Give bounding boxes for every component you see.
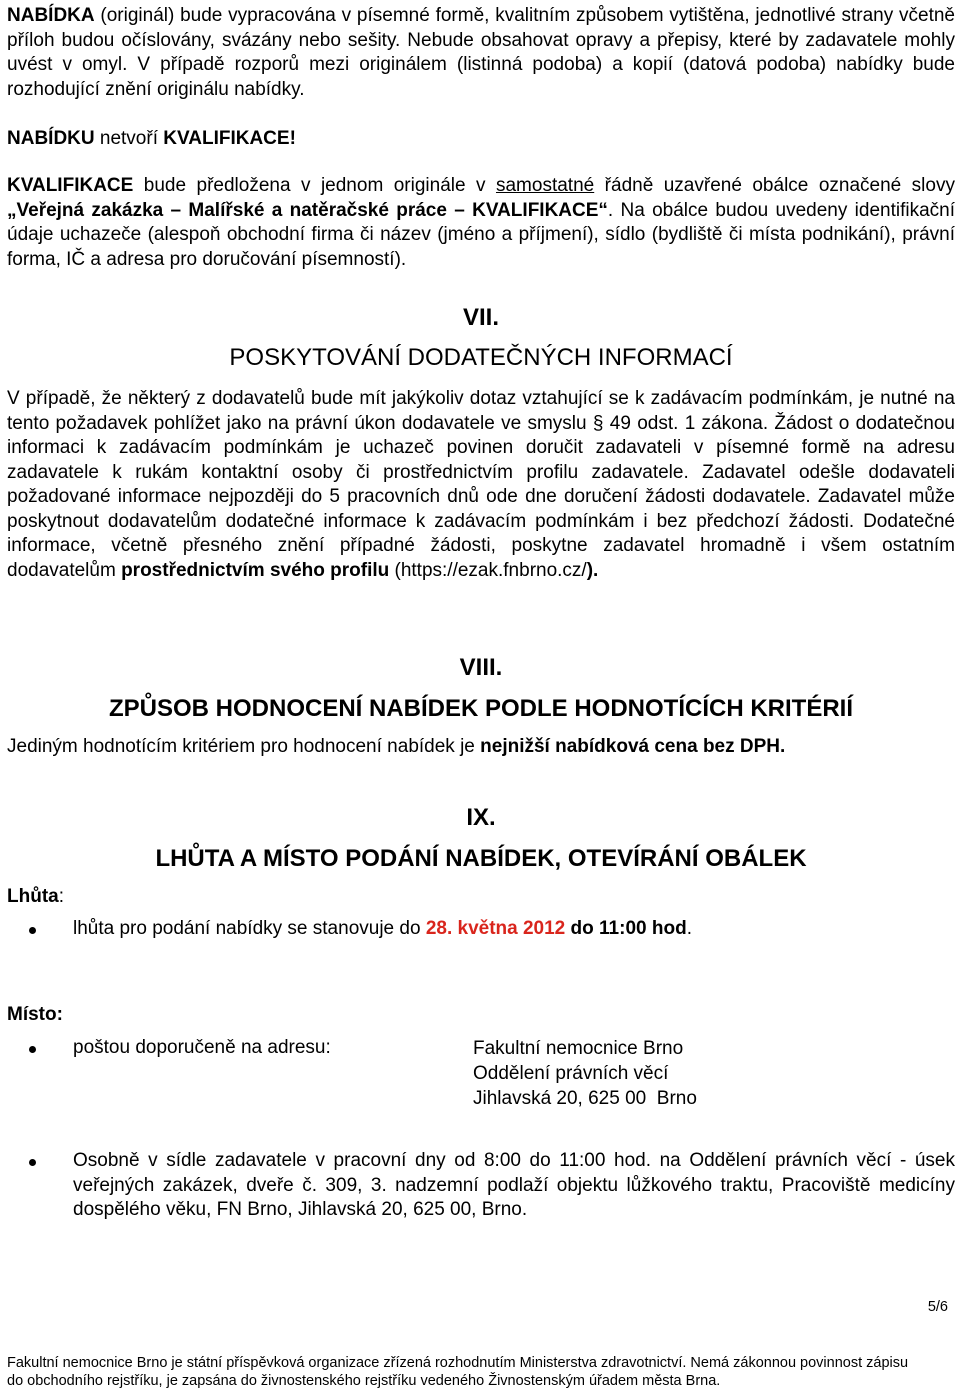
misto-label <box>7 1003 63 1028</box>
section-9-number: IX. <box>466 804 496 831</box>
footer-line-1: Fakultní nemocnice Brno je státní příspěvková organizace zřízená rozhodnutím Ministerstva zdravotnictví. Nemá zákonnou povinnost zápisu <box>7 1355 909 1371</box>
paragraph-kvalifikace <box>7 174 955 272</box>
section-7-body <box>7 387 955 583</box>
address-line-2: Oddělení právních věcí <box>473 1063 669 1084</box>
obalka-label-bold: „Veřejná zakázka – Malířské a natěračské práce – KVALIFIKACE“ <box>7 199 608 221</box>
footer-line-2: do obchodního rejstříku, je zapsána do živnostenského rejstříku vedeného Živnostenským úřadem města Brna. <box>7 1373 721 1389</box>
samostatne-underlined: samostatné <box>495 175 595 196</box>
address-line-3: Jihlavská 20, 625 00 Brno <box>473 1088 697 1109</box>
lhuta-text: lhůta pro podání nabídky se stanovuje do <box>73 918 426 939</box>
osobne-text: Osobně v sídle zadavatele v pracovní dny od 8:00 do 11:00 hod. na Oddělení právních věcí - úsek veřejných zakázek, dveře č. 309, 3. nadzemní podlaží objektu lůžkového traktu, Pracoviště medicíny dospělého věku, FN Brno, Jihlavská 20, 625 00, Brno. <box>73 1150 955 1220</box>
netvori-text: netvoří <box>94 128 164 149</box>
section-7-end: ). <box>586 559 599 581</box>
section-7-number: VII. <box>462 304 499 331</box>
section-7-title: POSKYTOVÁNÍ DODATEČNÝCH INFORMACÍ <box>229 344 733 371</box>
section-9-title: LHŮTA A MÍSTO PODÁNÍ NABÍDEK, OTEVÍRÁNÍ OBÁLEK <box>155 845 807 872</box>
lhuta-item <box>7 917 955 942</box>
bullet-icon <box>29 927 36 934</box>
address-line-1: Fakultní nemocnice Brno <box>473 1038 684 1059</box>
kvalifikace-text-3: . Na obálce budou uvedeny identifikační údaje uchazeče (alespoň obchodní firma či název (jméno a příjmení), sídlo (bydliště či místa podnikání), právní forma, IČ a adresa pro doručování písemností). <box>7 199 955 270</box>
bullet-icon <box>29 1046 36 1053</box>
post-text: poštou doporučeně na adresu: <box>73 1037 331 1058</box>
section-7-text: V případě, že některý z dodavatelů bude mít jakýkoliv dotaz vztahující se k zadávacím podmínkám, je nutné na tento požadavek pohlížet jako na právní úkon dodavatele ve smyslu § 49 odst. 1 zákona. Žádost o dodatečnou informaci k zadávacím podmínkám je uchazeč povinen doručit zadavateli v písemné formě na adresu zadavatele k rukám kontaktní osoby či prostřednictvím profilu zadavatele. Zadavatel odešle dodavateli požadované informace nejpozději do 5 pracovních dnů ode dne doručení žádosti dodavatele. Zadavatel může poskytnout dodavatelům dodatečné informace k zadávacím podmínkám i bez předchozí žádosti. Dodatečné informace, včetně přesného znění případné žádosti, poskytne zadavatel hromadně i všem ostatním dodavatelům <box>7 388 955 581</box>
lhuta-colon: : <box>58 886 64 907</box>
section-8-number: VIII. <box>459 654 503 681</box>
misto-osobne-item <box>7 1149 955 1223</box>
lhuta-date: 28. května 2012 <box>425 918 566 939</box>
section-7-url: (https://ezak.fnbrno.cz/ <box>389 559 587 581</box>
address-block <box>473 1036 697 1111</box>
misto-post-item <box>7 1036 955 1116</box>
lhuta-time: do 11:00 hod <box>565 918 687 939</box>
lhuta-end: . <box>686 918 692 939</box>
section-8-body <box>7 735 955 760</box>
section-7-bold: prostřednictvím svého profilu <box>121 559 390 581</box>
kvalifikace-bold: KVALIFIKACE! <box>163 128 296 149</box>
lhuta-label-text: Lhůta <box>7 886 59 907</box>
section-8-title: ZPŮSOB HODNOCENÍ NABÍDEK PODLE HODNOTÍCÍCH KRITÉRIÍ <box>108 695 854 722</box>
nabidka-lead: NABÍDKA <box>7 5 95 26</box>
section-8-bold: nejnižší nabídková cena bez DPH. <box>480 736 786 757</box>
section-8-text: Jediným hodnotícím kritériem pro hodnocení nabídek je <box>7 736 481 757</box>
paragraph-nabidka <box>7 4 955 102</box>
footer <box>7 1354 955 1390</box>
page-number: 5/6 <box>927 1299 948 1315</box>
nabidka-text: (originál) bude vypracována v písemné formě, kvalitním způsobem vytištěna, jednotlivé strany včetně příloh budou očíslovány, svázány nebo sešity. Nebude obsahovat opravy a přepisy, které by zadavatele mohly uvést v omyl. V případě rozporů mezi originálem (listinná podoba) a kopií (datová podoba) nabídky bude rozhodující znění originálu nabídky. <box>7 5 955 100</box>
nabidku-bold: NABÍDKU <box>7 128 95 149</box>
lhuta-label <box>7 885 64 910</box>
kvalifikace-lead: KVALIFIKACE <box>7 175 134 196</box>
bullet-icon <box>29 1159 36 1166</box>
misto-label-text: Místo: <box>7 1004 63 1025</box>
kvalifikace-text-1: bude předložena v jednom originále v <box>133 175 496 196</box>
paragraph-nabidku-netvori <box>7 127 955 152</box>
kvalifikace-text-2: řádně uzavřené obálce označené slovy <box>594 175 955 196</box>
